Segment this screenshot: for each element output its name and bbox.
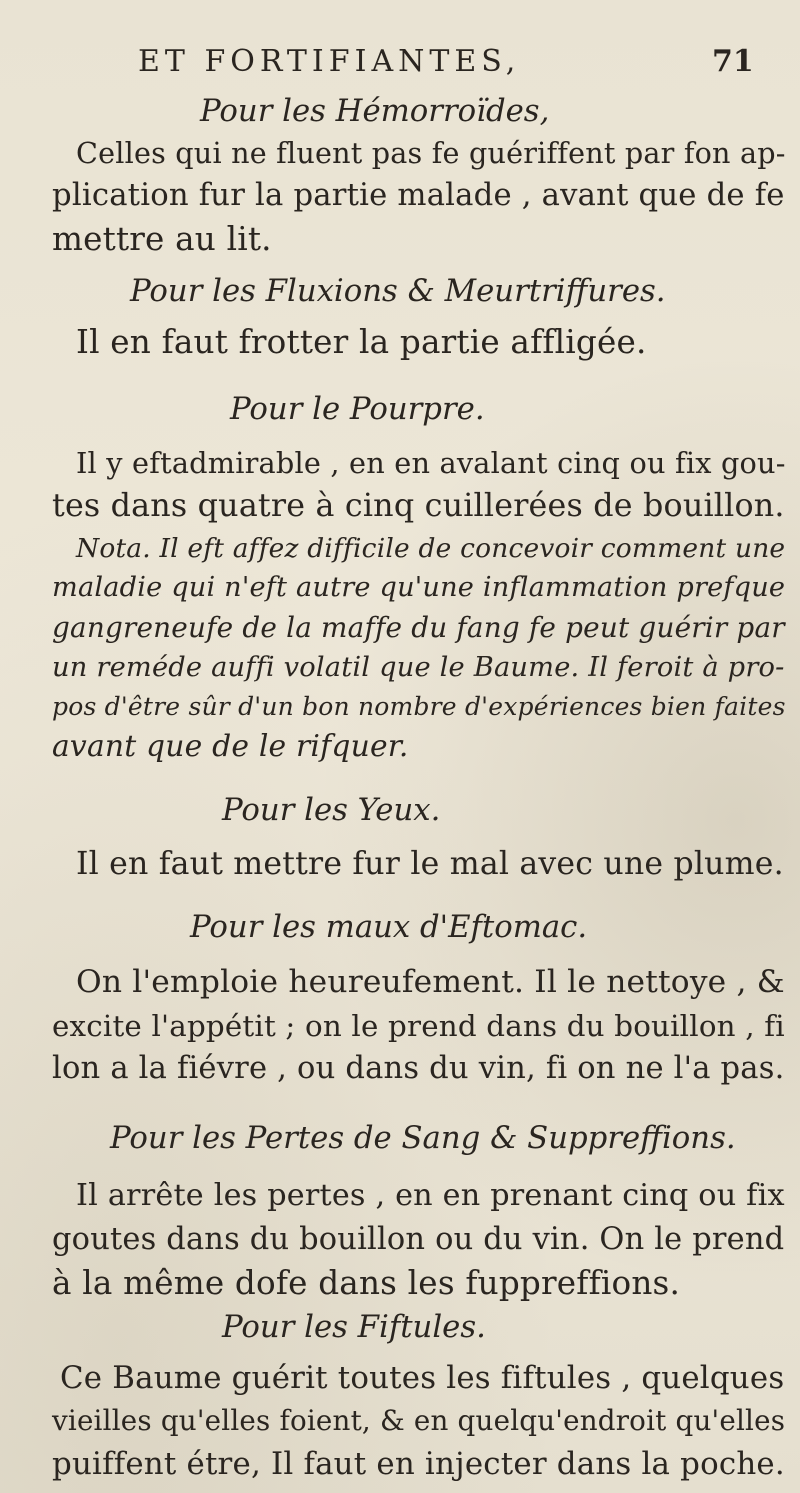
text-line: vieilles qu'elles foient, & en quelqu'endroit qu'elles bbox=[52, 1404, 786, 1437]
section-heading-estomac: Pour les maux d'Eftomac. bbox=[190, 909, 588, 945]
text-line: Ce Baume guérit toutes les fiftules , quelques bbox=[60, 1360, 785, 1396]
text-line: excite l'appétit ; on le prend dans du bouillon , fi bbox=[52, 1009, 785, 1043]
text-line: Il en faut frotter la partie affligée. bbox=[76, 323, 647, 361]
page-number: 71 bbox=[712, 44, 754, 79]
text-line: à la même dofe dans les fuppreffions. bbox=[52, 1264, 681, 1302]
nota-line: maladie qui n'eft autre qu'une inflammation prefque bbox=[52, 572, 786, 603]
text-line: tes dans quatre à cinq cuillerées de bouillon. bbox=[52, 488, 785, 524]
text-line: lon a la fiévre , ou dans du vin, fi on ne l'a pas. bbox=[52, 1051, 785, 1086]
nota-line: pos d'être sûr d'un bon nombre d'expériences bien faites bbox=[52, 692, 786, 721]
text-line: puiffent étre, Il faut en injecter dans la poche. bbox=[52, 1446, 785, 1482]
text-line: Il arrête les pertes , en en prenant cinq ou fix bbox=[76, 1178, 785, 1213]
section-heading-fistules: Pour les Fiftules. bbox=[222, 1309, 486, 1345]
text-line: mettre au lit. bbox=[52, 220, 272, 258]
section-heading-hemorroides: Pour les Hémorroïdes, bbox=[200, 93, 550, 129]
nota-line: un reméde auffi volatil que le Baume. Il feroit à pro- bbox=[52, 652, 785, 683]
section-heading-pourpre: Pour le Pourpre. bbox=[230, 391, 485, 427]
section-heading-pertes-de-sang: Pour les Pertes de Sang & Suppreffions. bbox=[110, 1120, 736, 1156]
section-heading-fluxions: Pour les Fluxions & Meurtriffures. bbox=[130, 273, 666, 309]
text-line: plication fur la partie malade , avant que de fe bbox=[52, 178, 785, 213]
nota-line: Nota. Il eft affez difficile de concevoir comment une bbox=[76, 533, 786, 564]
text-line: Il en faut mettre fur le mal avec une plume. bbox=[76, 846, 784, 882]
nota-line: gangreneufe de la maffe du fang fe peut guérir par bbox=[52, 611, 785, 644]
section-heading-yeux: Pour les Yeux. bbox=[222, 792, 441, 828]
running-head: ET FORTIFIANTES, bbox=[138, 44, 521, 79]
text-line: Celles qui ne fluent pas fe guériffent par fon ap- bbox=[76, 136, 786, 170]
text-line: Il y eftadmirable , en en avalant cinq ou fix gou- bbox=[76, 446, 786, 480]
text-line: goutes dans du bouillon ou du vin. On le prend bbox=[52, 1222, 785, 1257]
nota-line: avant que de le rifquer. bbox=[52, 729, 409, 764]
text-line: On l'emploie heureufement. Il le nettoye , & bbox=[76, 964, 785, 1000]
